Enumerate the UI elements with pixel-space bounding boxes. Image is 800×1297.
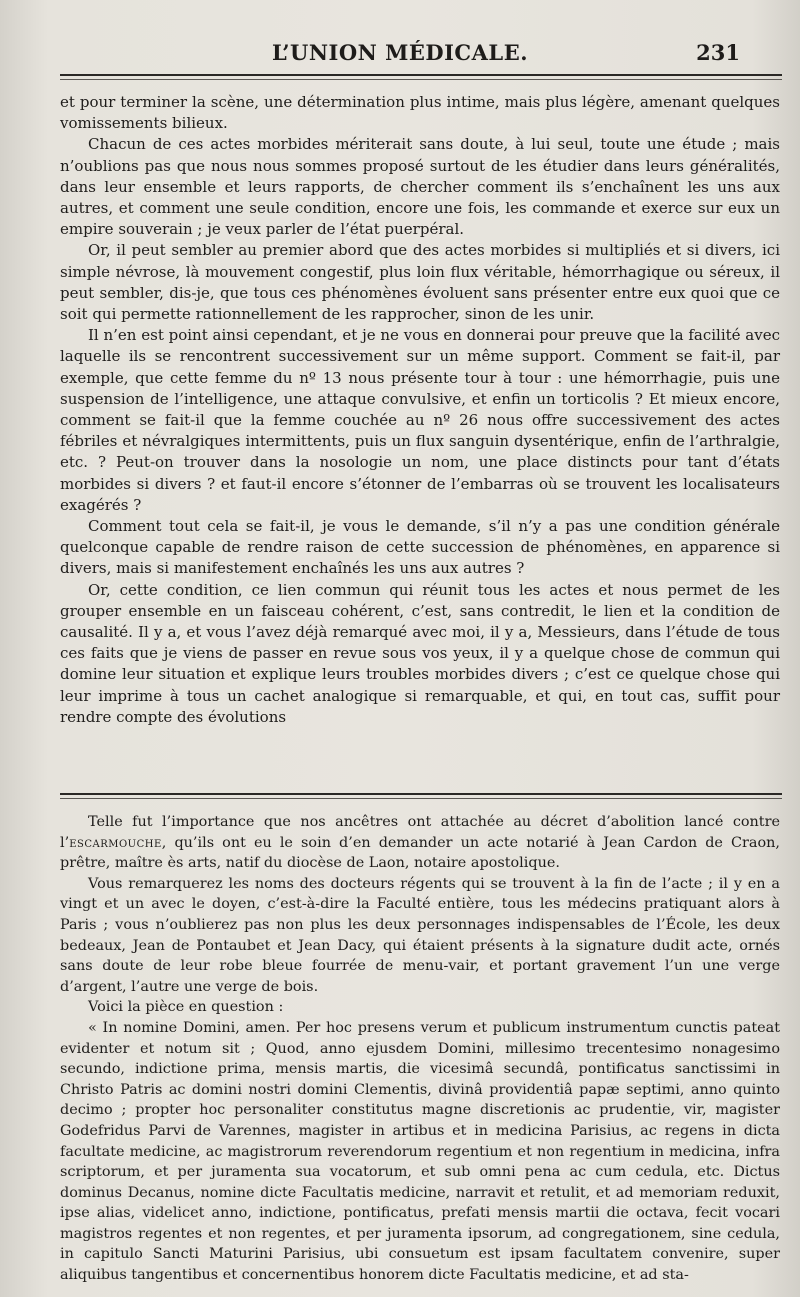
- paragraph: Comment tout cela se fait-il, je vous le demande, s’il n’y a pas une condition générale quelconque capable de rendre raison de cette succession de phénomènes, en apparence si divers, mais si manifestement enchaînés les uns aux autres ?: [60, 517, 780, 578]
- text-run: , qu’ils ont eu le soin d’en demander un acte notarié à Jean Cardon de Craon, prêtre, maître ès arts, natif du diocèse de Laon, notaire apostolique.: [60, 834, 780, 872]
- feuilleton-paragraph: Vous remarquerez les noms des docteurs régents qui se trouvent à la fin de l’acte ; il y en a vingt et un avec le doyen, c’est-à-dire la Faculté entière, tous les médecins pratiquant alors à Paris ; vous n’oublierez pas non plus les deux personnages indispensables de l’École, les deux bedeaux, Jean de Pontaubet et Jean Dacy, qui étaient présents à la signature dudit acte, ornés sans doute de leur robe bleue fourrée de menu-vair, et portant gravement l’un une verge d’argent, l’autre une verge de bois.: [60, 875, 780, 995]
- feuilleton-paragraph: [60, 812, 780, 874]
- latin-quotation: « In nomine Domini, amen. Per hoc presens verum et publicum instrumentum cunctis pateat evidenter et notum sit ; Quod, anno ejusdem Domini, millesimo trecentesimo nonagesimo secundo, indictione prima, mensis martis, die vicesimâ secundâ, pontificatus sanctissimi in Christo Patris ac domini nostri domini Clementis, divinâ providentiâ papæ septimi, anno quinto decimo ; propter hoc personaliter constitutus magne discretionis ac prudentie, vir, magister Godefridus Parvi de Varennes, magister in artibus et in medicina Parisius, ac regens in dicta facultate medicine, ac magistrorum reverendorum regentium et non regentium in medicina, infra scriptorum, et per juramenta sua vocatorum, et sub omni pena ac cum cedula, etc. Dictus dominus Decanus, nomine dicte Facultatis medicine, narravit et retulit, et ad memoriam reduxit, ipse alias, videlicet anno, indictione, pontificatus, prefati mensis martii die octava, fecit vocari magistros regentes et non regentes, et per juramenta ipsorum, ad congregationem, sine cedula, in capitulo Sancti Maturini Parisius, ubi consuetum est ipsam facultatem convenire, super aliquibus tangentibus et concernentibus honorem dicte Facultatis medicine, et ad sta-: [60, 1019, 780, 1284]
- paragraph: Or, cette condition, ce lien commun qui réunit tous les actes et nous permet de les grouper ensemble en un faisceau cohérent, c’est, sans contredit, le lien et la condition de causalité. Il y a, et vous l’avez déjà remarqué avec moi, il y a, Messieurs, dans l’étude de tous ces faits que je viens de passer en revue sous vos yeux, il y a quelque chose de commun qui domine leur situation et explique leurs troubles morbides divers ; c’est ce quelque chose qui leur imprime à tous un cachet analogique si remarquable, et qui, en tout cas, suffit pour rendre compte des évolutions: [60, 580, 780, 726]
- feuilleton-separator: [60, 793, 782, 795]
- page-header: [60, 40, 740, 74]
- header-rule: [60, 74, 782, 76]
- smallcaps-term: escarmouche: [69, 834, 162, 851]
- text-run: Telle fut l’importance que nos ancêtres ont attachée au décret d’abolition lancé contre l’: [60, 814, 780, 851]
- paragraph: et pour terminer la scène, une détermination plus intime, mais plus légère, amenant quelques vomissements bilieux.: [60, 93, 780, 133]
- paragraph: Il n’en est point ainsi cependant, et je ne vous en donnerai pour preuve que la facilité avec laquelle ils se rencontrent successivement sur un même support. Comment se fait-il, par exemple, que cette femme du nº 13 nous présente tour à tour : une hémorrhagie, puis une suspension de l’intelligence, une attaque convulsive, et enfin un torticolis ? Et mieux encore, comment se fait-il que la femme couchée au nº 26 nous offre successivement des actes fébriles et névralgiques intermittents, puis un flux sanguin dysentérique, enfin de l’arthralgie, etc. ? Peut-on trouver dans la nosologie un nom, une place distincts pour tant d’états morbides si divers ? et faut-il encore s’étonner de l’embarras où se trouvent les localisateurs exagérés ?: [60, 326, 780, 514]
- feuilleton-separator-thin: [60, 798, 782, 799]
- feuilleton-paragraph: Voici la pièce en question :: [88, 999, 284, 1016]
- feuilleton-section: [60, 812, 780, 1286]
- paragraph: Chacun de ces actes morbides mériterait sans doute, à lui seul, toute une étude ; mais n’oublions pas que nous nous sommes proposé surtout de les étudier dans leurs généralités, dans leur ensemble et leurs rapports, de chercher comment ils s’enchaînent les uns aux autres, et comment une seule condition, encore une fois, les commande et exerce sur eux un empire souverain ; je veux parler de l’état puerpéral.: [60, 135, 780, 239]
- header-rule-thin: [60, 79, 782, 80]
- page-number: 231: [696, 40, 740, 65]
- paragraph: Or, il peut sembler au premier abord que des actes morbides si multipliés et si divers, ici simple névrose, là mouvement congestif, plus loin flux véritable, hémorrhagique ou séreux, il peut sembler, dis-je, que tous ces phénomènes évoluent sans présenter entre eux quoi que ce soit qui permette rationnellement de les rapprocher, sinon de les unir.: [60, 241, 780, 324]
- running-title: L’UNION MÉDICALE.: [271, 40, 529, 65]
- main-article: [60, 92, 780, 728]
